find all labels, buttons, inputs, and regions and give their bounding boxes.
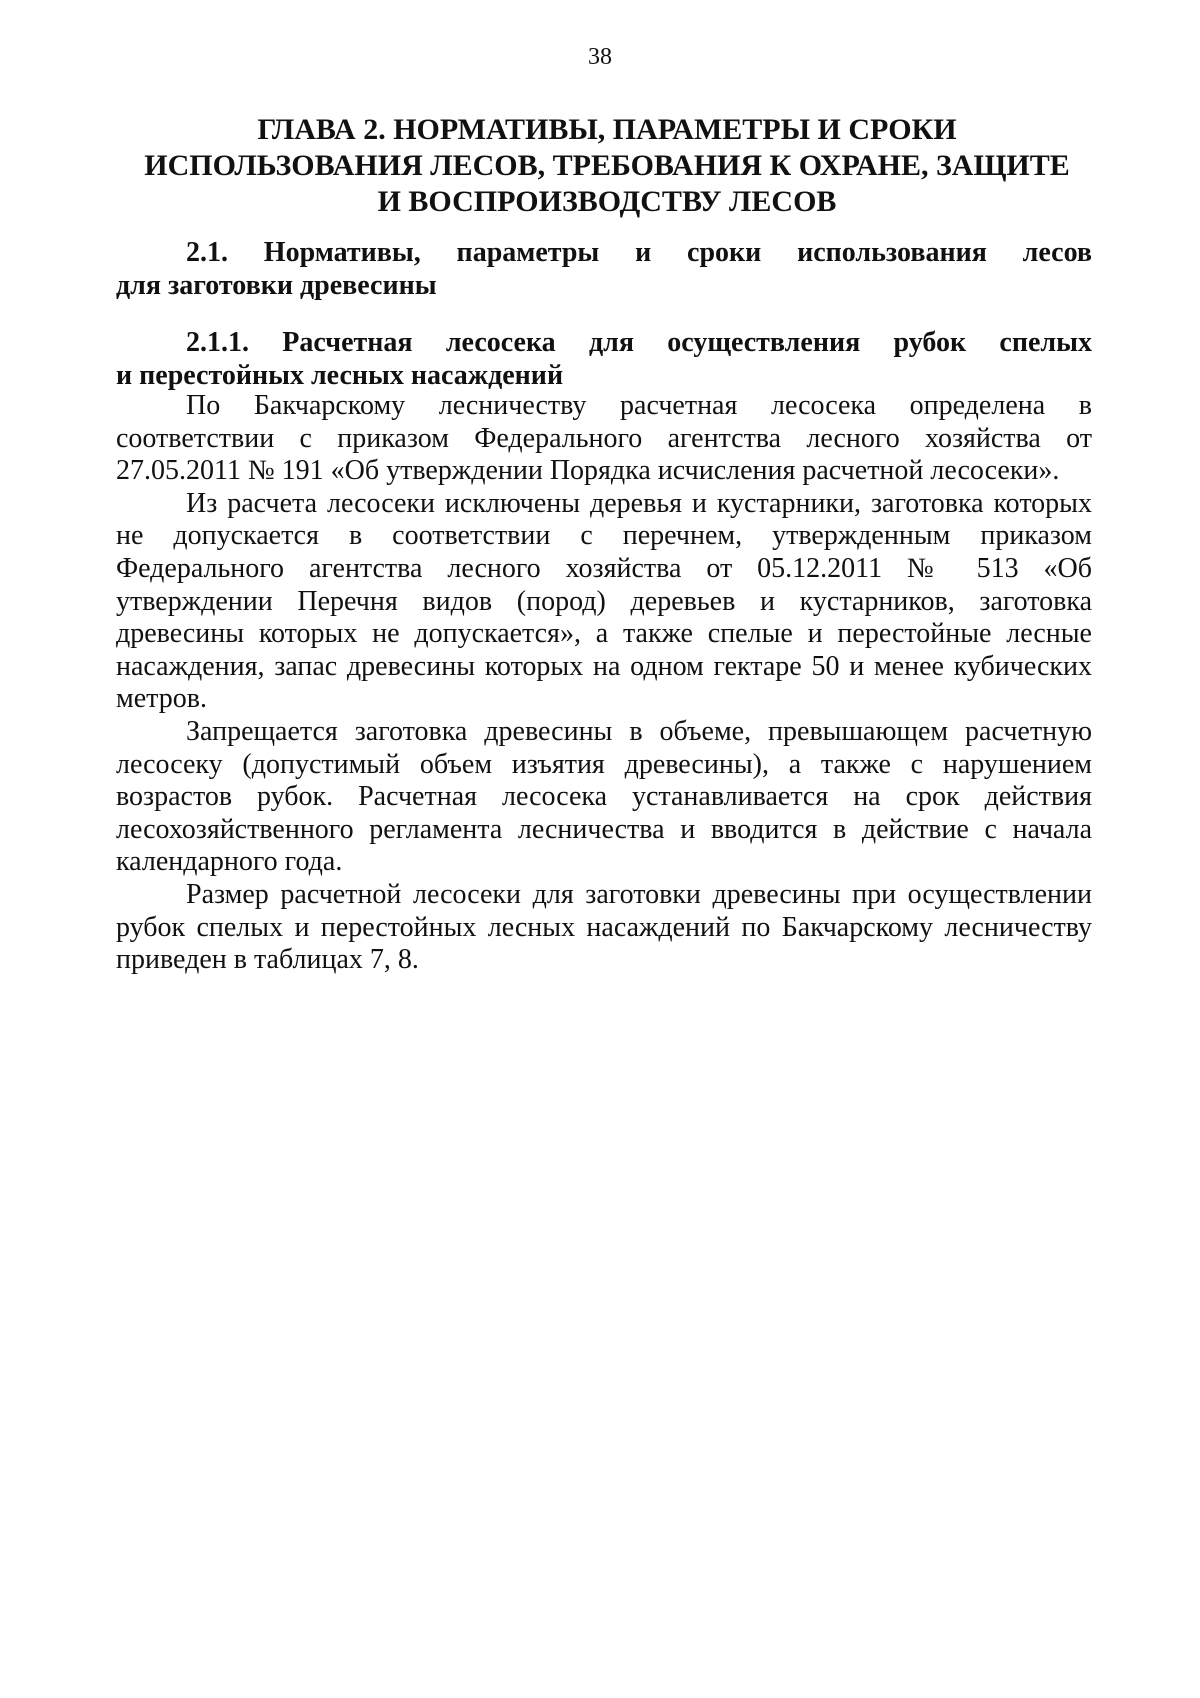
paragraph: Размер расчетной лесосеки для заготовки древесины при осуществлении рубок спелых и перестойных лесных насаждений по Бакчарскому лесничеству приведен в таблицах 7, 8. [116, 878, 1092, 976]
section-heading-2-1-1 [116, 326, 1092, 392]
chapter-title [120, 112, 1094, 220]
chapter-title-line: И ВОСПРОИЗВОДСТВУ ЛЕСОВ [377, 185, 837, 218]
paragraph: Запрещается заготовка древесины в объеме, превышающем расчетную лесосеку (допустимый объем изъятия древесины), а также с нарушением возрастов рубок. Расчетная лесосека устанавливается на срок действия лесохозяйственного регламента лесничества и вводится в действие с начала календарного года. [116, 715, 1092, 878]
section-heading-line: 2.1.1. Расчетная лесосека для осуществления рубок спелых [186, 327, 1092, 358]
paragraph: По Бакчарскому лесничеству расчетная лесосека определена в соответствии с приказом Федерального агентства лесного хозяйства от 27.05.2011 № 191 «Об утверждении Порядка исчисления расчетной лесосеки». [116, 390, 1092, 487]
chapter-title-line: ГЛАВА 2. НОРМАТИВЫ, ПАРАМЕТРЫ И СРОКИ [257, 113, 957, 146]
section-heading-line: 2.1. Нормативы, параметры и сроки использования лесов [186, 237, 1092, 268]
chapter-title-line: ИСПОЛЬЗОВАНИЯ ЛЕСОВ, ТРЕБОВАНИЯ К ОХРАНЕ, ЗАЩИТЕ [144, 149, 1070, 182]
section-heading-line: для заготовки древесины [116, 270, 437, 301]
section-heading-2-1 [116, 236, 1092, 302]
body-text [116, 390, 1092, 977]
paragraph: Из расчета лесосеки исключены деревья и кустарники, заготовка которых не допускается в соответствии с перечнем, утвержденным приказом Федерального агентства лесного хозяйства от 05.12.2011 № 513 «Об утверждении Перечня видов (пород) деревьев и кустарников, заготовка древесины которых не допускается», а также спелые и перестойные лесные насаждения, запас древесины которых на одном гектаре 50 и менее кубических метров. [116, 487, 1092, 715]
page-number: 38 [588, 44, 612, 70]
section-heading-line: и перестойных лесных насаждений [116, 360, 564, 391]
